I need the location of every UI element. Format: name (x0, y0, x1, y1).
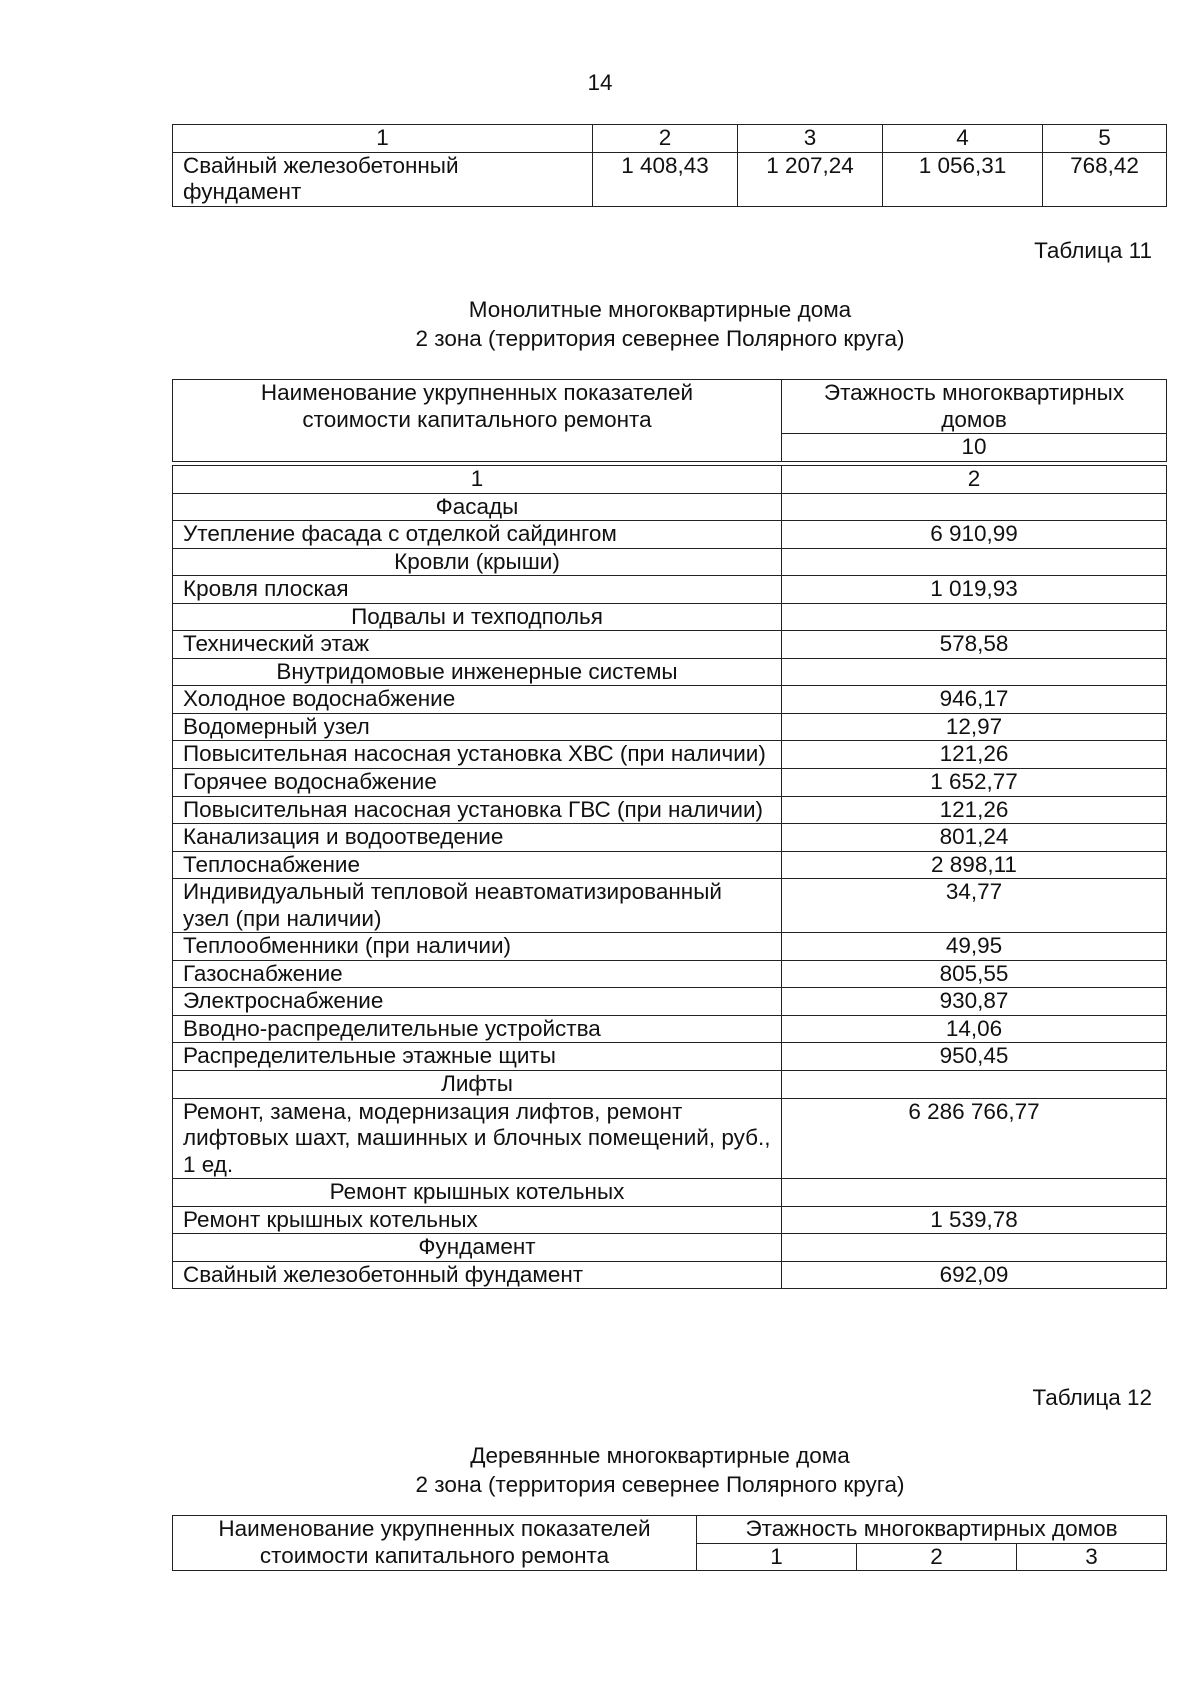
row-value: 1 056,31 (883, 152, 1043, 206)
row-value: 49,95 (782, 933, 1167, 961)
table-row (173, 1261, 1167, 1289)
row-value: 121,26 (782, 741, 1167, 769)
row-value: 12,97 (782, 713, 1167, 741)
floors-cell: 3 (1017, 1543, 1167, 1571)
floors-cell: 2 (857, 1543, 1017, 1571)
col2-header: Этажность многоквартирных домов (782, 380, 1167, 434)
row-name: Свайный железобетонный фундамент (173, 1261, 782, 1289)
page-number: 14 (587, 70, 613, 95)
table-row (173, 1098, 1167, 1179)
table-row (173, 879, 1167, 933)
table12-label: Таблица 12 (1032, 1385, 1152, 1410)
row-value (782, 658, 1167, 686)
section-title: Подвалы и техподполья (173, 603, 782, 631)
row-name: Электроснабжение (173, 988, 782, 1016)
row-value: 1 207,24 (738, 152, 883, 206)
row-name: Газоснабжение (173, 960, 782, 988)
table11-body (172, 465, 1167, 1289)
table-row (173, 796, 1167, 824)
section-title: Фасады (173, 493, 782, 521)
floors-cell: 1 (697, 1543, 857, 1571)
row-name: Свайный железобетонный фундамент (173, 152, 593, 206)
table-row (173, 1206, 1167, 1234)
row-value (782, 548, 1167, 576)
table-row (173, 741, 1167, 769)
section-row (173, 658, 1167, 686)
table-row (173, 576, 1167, 604)
table11-label: Таблица 11 (1034, 238, 1152, 263)
row-name: Индивидуальный тепловой неавтоматизированный узел (при наличии) (173, 879, 782, 933)
table-row (173, 631, 1167, 659)
table-row (173, 713, 1167, 741)
row-value: 578,58 (782, 631, 1167, 659)
row-name: Вводно-распределительные устройства (173, 1015, 782, 1043)
section-row (173, 548, 1167, 576)
row-name: Ремонт крышных котельных (173, 1206, 782, 1234)
table-row (173, 1043, 1167, 1071)
table-row (173, 686, 1167, 714)
row-value (782, 1071, 1167, 1099)
section-title: Фундамент (173, 1234, 782, 1262)
section-title: Кровли (крыши) (173, 548, 782, 576)
row-value: 950,45 (782, 1043, 1167, 1071)
table12-title-line1: Деревянные многоквартирные дома (470, 1443, 850, 1468)
row-value (782, 1234, 1167, 1262)
row-name: Холодное водоснабжение (173, 686, 782, 714)
table11-title-line1: Монолитные многоквартирные дома (468, 297, 852, 322)
header-cell: 3 (738, 125, 883, 153)
row-name: Горячее водоснабжение (173, 769, 782, 797)
table-row (173, 988, 1167, 1016)
table-row (173, 851, 1167, 879)
row-value: 1 019,93 (782, 576, 1167, 604)
row-value: 6 910,99 (782, 521, 1167, 549)
row-name: Технический этаж (173, 631, 782, 659)
table12-header (172, 1515, 1167, 1571)
table11-header (172, 379, 1167, 462)
row-value: 805,55 (782, 960, 1167, 988)
table-row (173, 769, 1167, 797)
row-value: 6 286 766,77 (782, 1098, 1167, 1179)
table11-title (0, 295, 1200, 353)
row-name: Распределительные этажные щиты (173, 1043, 782, 1071)
column-number-row (173, 466, 1167, 494)
table-row (173, 152, 1167, 206)
table-row (173, 960, 1167, 988)
table12-title-line2: 2 зона (территория севернее Полярного круга) (415, 1472, 905, 1497)
table-header-row (173, 125, 1167, 153)
row-value (782, 1179, 1167, 1207)
row-name: Теплоснабжение (173, 851, 782, 879)
row-value (782, 603, 1167, 631)
section-row (173, 603, 1167, 631)
row-value: 801,24 (782, 824, 1167, 852)
header-cell: 1 (173, 125, 593, 153)
row-value: 2 898,11 (782, 851, 1167, 879)
row-name: Ремонт, замена, модернизация лифтов, ремонт лифтовых шахт, машинных и блочных помещений, руб., 1 ед. (173, 1098, 782, 1179)
section-row (173, 1071, 1167, 1099)
row-name: Теплообменники (при наличии) (173, 933, 782, 961)
section-title: Ремонт крышных котельных (173, 1179, 782, 1207)
row-value: 768,42 (1043, 152, 1167, 206)
row-name: Утепление фасада с отделкой сайдингом (173, 521, 782, 549)
row-value: 1 539,78 (782, 1206, 1167, 1234)
header-cell: 4 (883, 125, 1043, 153)
row-name: Кровля плоская (173, 576, 782, 604)
table-row (173, 1015, 1167, 1043)
row-value: 930,87 (782, 988, 1167, 1016)
row-value: 1 652,77 (782, 769, 1167, 797)
section-row (173, 493, 1167, 521)
header-cell: 5 (1043, 125, 1167, 153)
row-name: Повысительная насосная установка ГВС (при наличии) (173, 796, 782, 824)
row-value: 946,17 (782, 686, 1167, 714)
row-name: Повысительная насосная установка ХВС (при наличии) (173, 741, 782, 769)
table-row (173, 933, 1167, 961)
continued-table (172, 124, 1167, 207)
column-number: 2 (782, 466, 1167, 494)
row-value: 34,77 (782, 879, 1167, 933)
table11-title-line2: 2 зона (территория севернее Полярного круга) (415, 326, 905, 351)
floors-cell: 10 (782, 434, 1167, 462)
row-value: 121,26 (782, 796, 1167, 824)
row-value: 1 408,43 (593, 152, 738, 206)
table12-title (0, 1441, 1200, 1499)
header-cell: 2 (593, 125, 738, 153)
row-value: 14,06 (782, 1015, 1167, 1043)
section-row (173, 1179, 1167, 1207)
row-value: 692,09 (782, 1261, 1167, 1289)
section-title: Лифты (173, 1071, 782, 1099)
row-name: Водомерный узел (173, 713, 782, 741)
col1-header: Наименование укрупненных показателей стоимости капитального ремонта (173, 380, 782, 462)
col1-header: Наименование укрупненных показателей стоимости капитального ремонта (173, 1516, 697, 1571)
row-name: Канализация и водоотведение (173, 824, 782, 852)
column-number: 1 (173, 466, 782, 494)
table-row (173, 824, 1167, 852)
table-row (173, 521, 1167, 549)
section-row (173, 1234, 1167, 1262)
col2-header: Этажность многоквартирных домов (697, 1516, 1167, 1544)
section-title: Внутридомовые инженерные системы (173, 658, 782, 686)
row-value (782, 493, 1167, 521)
